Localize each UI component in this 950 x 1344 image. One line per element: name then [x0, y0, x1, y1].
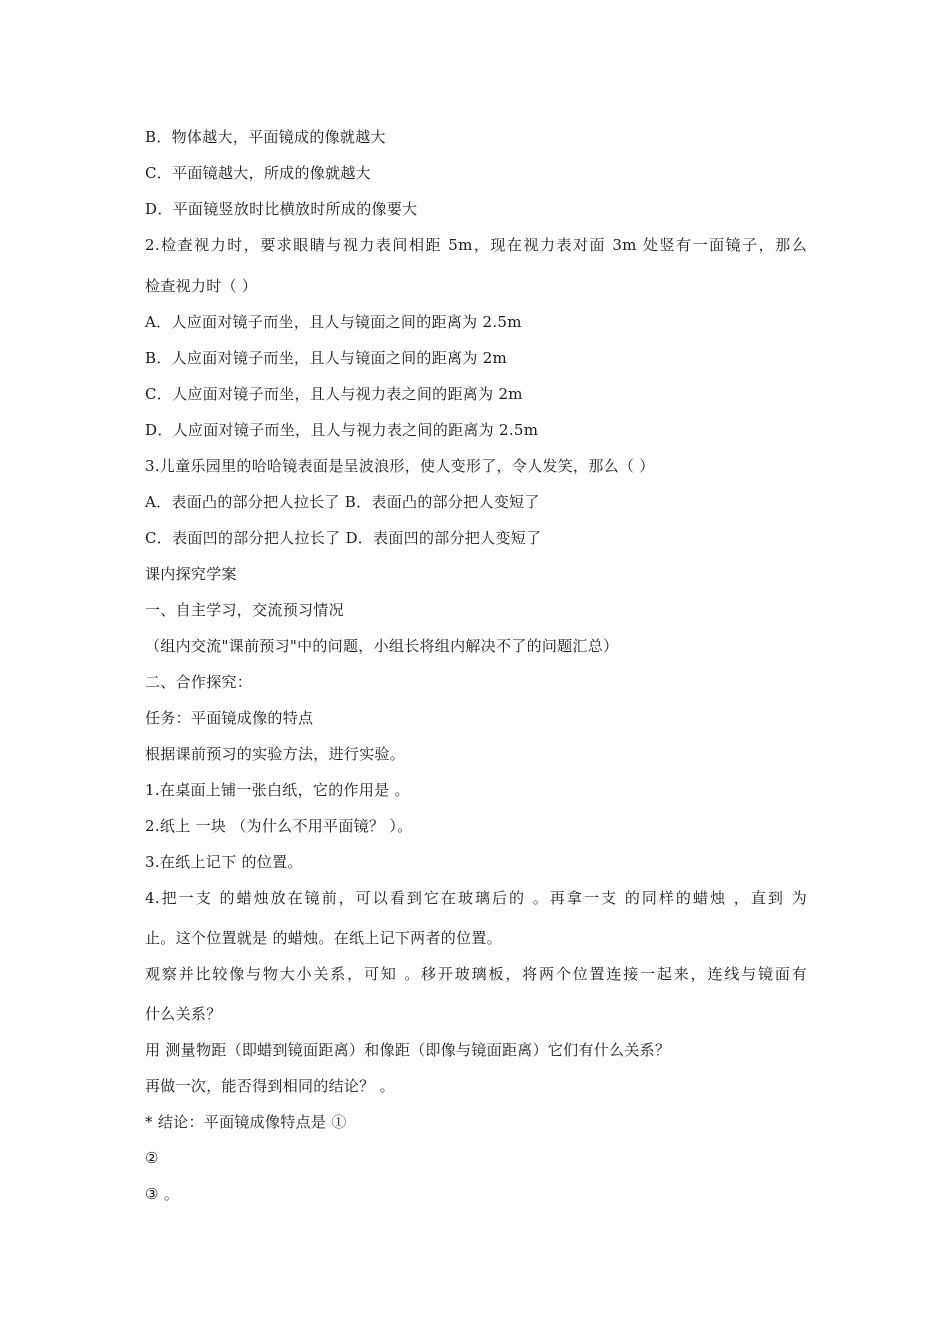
- step-4-line-2: 止。这个位置就是 的蜡烛。在纸上记下两者的位置。: [145, 929, 502, 947]
- q2-option-b: B．人应面对镜子而坐，且人与镜面之间的距离为 2m: [145, 349, 508, 367]
- step-3: 3.在纸上记下 的位置。: [145, 853, 303, 871]
- observe-line-2: 什么关系？: [145, 1005, 222, 1023]
- step-2: 2.纸上 一块 （为什么不用平面镜？ ）。: [145, 817, 413, 835]
- q2-option-c: C．人应面对镜子而坐，且人与视力表之间的距离为 2m: [145, 385, 523, 403]
- question-2-line-2: 检查视力时（ ）: [145, 277, 258, 295]
- repeat-line: 再做一次，能否得到相同的结论？ 。: [145, 1077, 395, 1095]
- q2-option-d: D．人应面对镜子而坐，且人与视力表之间的距离为 2.5m: [145, 421, 539, 439]
- question-3-line: 3.儿童乐园里的哈哈镜表面是呈波浪形，使人变形了，令人发笑，那么（ ）: [145, 457, 655, 475]
- observe-line-1: 观察并比较像与物大小关系，可知 。移开玻璃板，将两个位置连接一起来，连线与镜面有: [145, 965, 807, 983]
- option-b-line: B．物体越大，平面镜成的像就越大: [145, 128, 386, 146]
- q3-options-cd: C．表面凹的部分把人拉长了 D．表面凹的部分把人变短了: [145, 529, 542, 547]
- part-one-instruction: （组内交流"课前预习"中的问题，小组长将组内解决不了的问题汇总）: [145, 637, 619, 655]
- step-4-line-1: 4.把一支 的蜡烛放在镜前，可以看到它在玻璃后的 。再拿一支 的同样的蜡烛 ，直到 为: [145, 889, 807, 907]
- step-1: 1.在桌面上铺一张白纸，它的作用是 。: [145, 781, 410, 799]
- section-heading: 课内探究学案: [145, 565, 237, 583]
- task-line: 任务：平面镜成像的特点: [145, 709, 314, 727]
- option-d-line: D．平面镜竖放时比横放时所成的像要大: [145, 200, 418, 218]
- conclusion-item-3: ③ 。: [145, 1185, 180, 1203]
- conclusion-line: * 结论：平面镜成像特点是 ①: [145, 1113, 347, 1131]
- conclusion-item-2: ②: [145, 1149, 159, 1167]
- option-c-line: C．平面镜越大，所成的像就越大: [145, 164, 371, 182]
- q2-option-a: A．人应面对镜子而坐，且人与镜面之间的距离为 2.5m: [145, 313, 522, 331]
- part-two-heading: 二、合作探究：: [145, 673, 253, 691]
- part-one-heading: 一、自主学习，交流预习情况: [145, 601, 344, 619]
- q3-options-ab: A．表面凸的部分把人拉长了 B．表面凸的部分把人变短了: [145, 493, 540, 511]
- experiment-intro: 根据课前预习的实验方法，进行实验。: [145, 745, 406, 763]
- question-2-line-1: 2.检查视力时，要求眼睛与视力表间相距 5m，现在视力表对面 3m 处竖有一面镜子，那么: [145, 236, 807, 254]
- measure-line: 用 测量物距（即蜡到镜面距离）和像距（即像与镜面距离）它们有什么关系？: [145, 1041, 671, 1059]
